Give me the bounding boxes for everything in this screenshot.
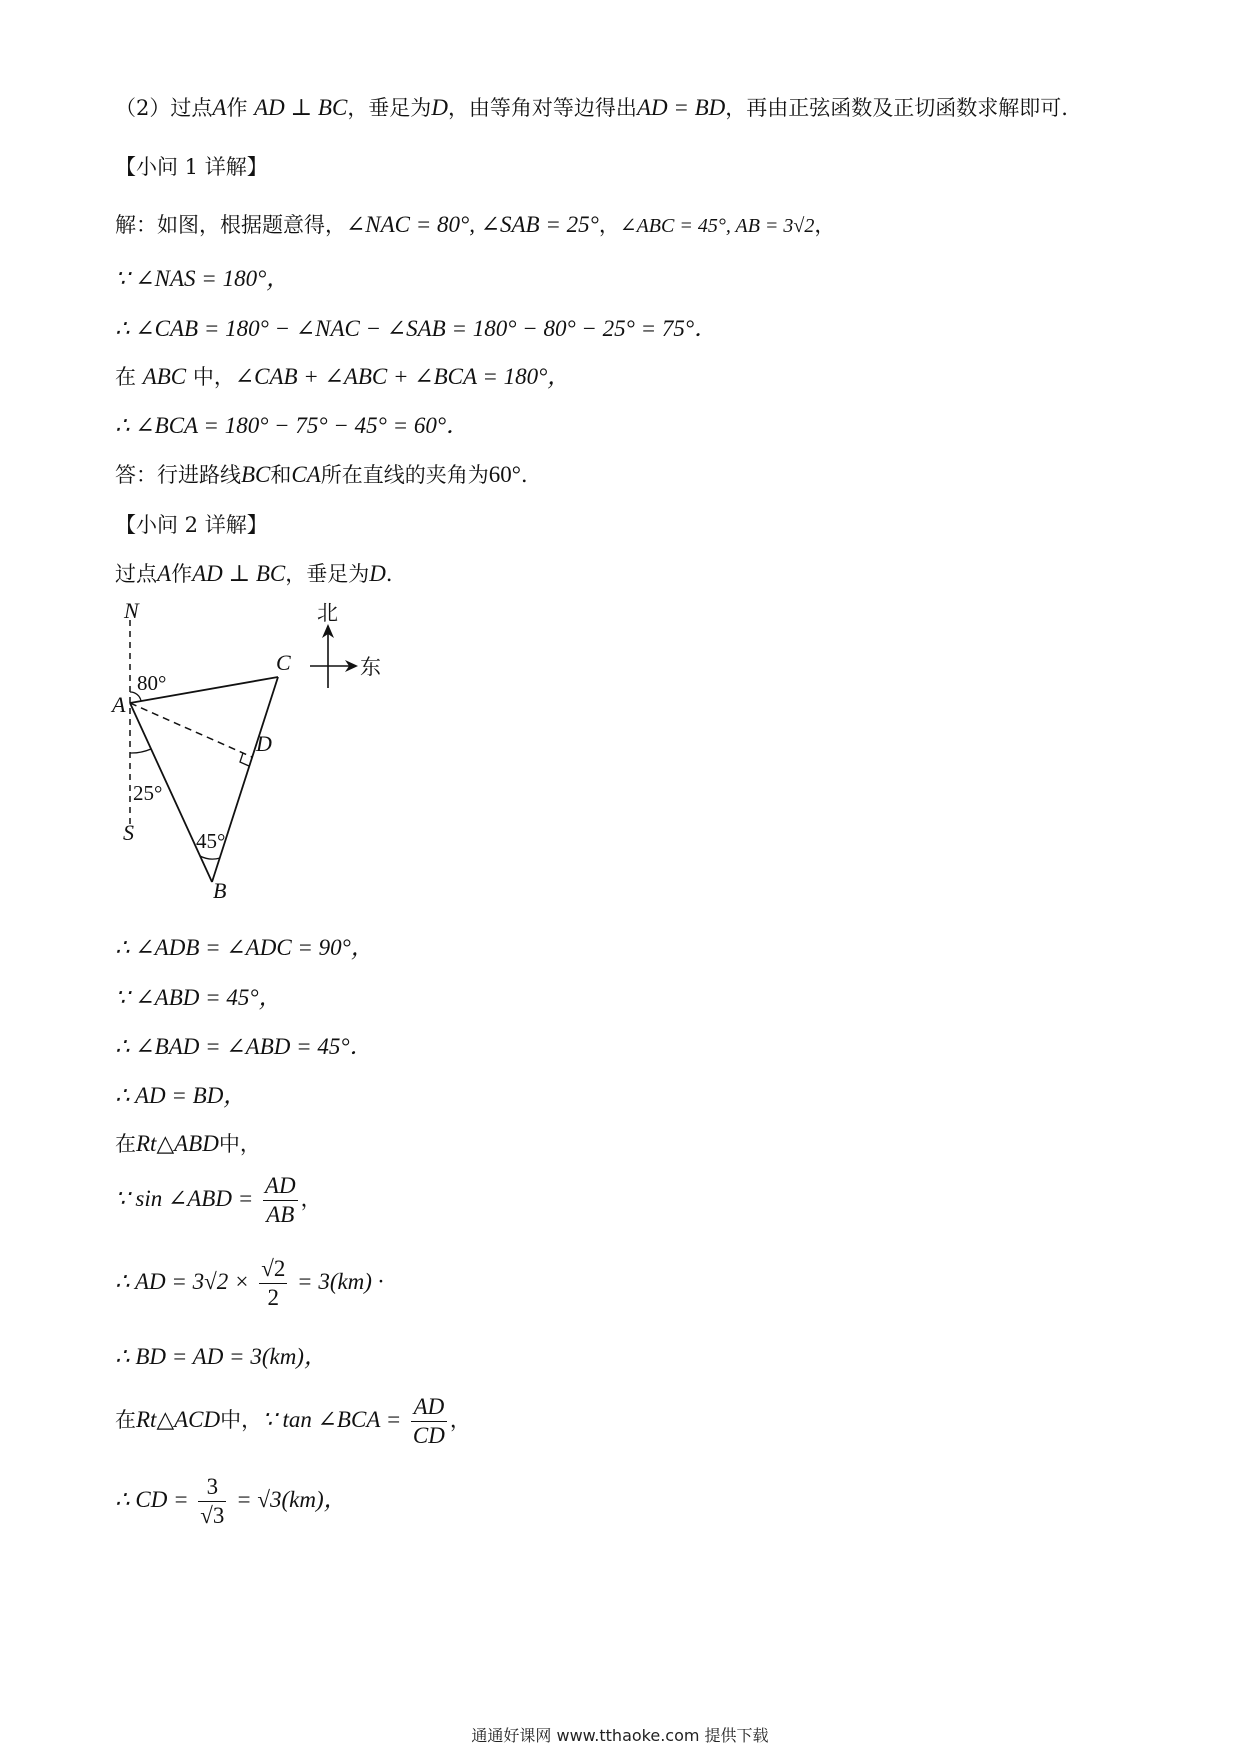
text: ． (385, 562, 407, 586)
var: BC (241, 462, 271, 487)
equation: AD ⊥ BC (254, 95, 348, 120)
text: 作 (171, 562, 193, 586)
s1-answer-line (115, 461, 542, 489)
equation: ∠NAC = 80°, ∠SAB = 25° (346, 212, 599, 237)
segment-AD (130, 703, 252, 757)
label-A: A (112, 692, 126, 717)
text: ， (300, 1187, 322, 1211)
angle-label-25: 25° (133, 781, 163, 805)
angle-label-45: 45° (196, 829, 226, 853)
equation: AD = BD (636, 95, 726, 120)
equation: AD ⊥ BC (192, 561, 286, 586)
numerator: AD (263, 1172, 298, 1201)
label-B: B (213, 878, 227, 903)
equation: Rt△ACD (136, 1407, 221, 1432)
equation: ∵ sin ∠ABD = (115, 1186, 254, 1211)
text: 作 (226, 96, 248, 120)
equation: ∵ tan ∠BCA = (262, 1407, 402, 1432)
denominator: √3 (200, 1503, 225, 1528)
s1-line-5: ∴ ∠BCA = 180° − 75° − 45° = 60°． (115, 413, 470, 438)
text: ， (814, 213, 836, 237)
var: ABC (142, 364, 187, 389)
denominator: 2 (267, 1285, 280, 1310)
numerator: √2 (259, 1255, 287, 1284)
s1-line-3: ∴ ∠CAB = 180° − ∠NAC − ∠SAB = 180° − 80° − 25° = 75°． (115, 316, 718, 341)
s1-line-1 (115, 211, 835, 240)
denominator: AB (266, 1202, 295, 1227)
text: ， (449, 1408, 471, 1432)
compass-north-label: 北 (317, 601, 338, 625)
text: ，垂足为 (347, 96, 432, 120)
label-C: C (276, 650, 291, 675)
right-angle-mark (240, 753, 249, 766)
text: ，由等角对等边得出 (447, 96, 637, 120)
var: D (369, 561, 386, 586)
equation: Rt△ABD (136, 1131, 219, 1156)
var: A (212, 95, 227, 120)
label-N: N (124, 600, 139, 623)
s2-line-6 (115, 1130, 261, 1158)
text: 在 (115, 365, 143, 389)
s2-line-3: ∵ ∠ABD = 45°， (115, 985, 282, 1010)
s2-line-9: ∴ BD = AD = 3(km)， (115, 1344, 327, 1369)
s2-line-2: ∴ ∠ADB = ∠ADC = 90°， (115, 935, 374, 960)
var: A (157, 561, 172, 586)
text: 中， (220, 1408, 263, 1432)
text: 在 (115, 1132, 136, 1156)
text: （2）过点 (115, 96, 213, 120)
equation: ∴ AD = 3√2 × (115, 1269, 250, 1294)
s2-line-1 (115, 560, 407, 588)
fraction (411, 1393, 447, 1450)
text: ，垂足为 (285, 562, 370, 586)
equation: ∠CAB + ∠ABC + ∠BCA = 180°， (234, 364, 571, 389)
numerator: AD (411, 1393, 447, 1422)
equation: = √3(km)， (236, 1487, 347, 1512)
s1-line-2: ∵ ∠NAS = 180°， (115, 266, 290, 291)
page-footer: 通通好课网 www.tthaoke.com 提供下载 (471, 1726, 769, 1745)
var: CA (291, 462, 321, 487)
geometry-diagram (100, 600, 420, 910)
label-D: D (256, 731, 272, 756)
angle-label-80: 80° (137, 671, 167, 695)
fraction (259, 1255, 287, 1312)
s2-line-7 (115, 1172, 322, 1229)
value: 60° (488, 462, 521, 487)
s1-line-4 (115, 363, 570, 391)
equation: ∠ABC = 45°, AB = 3√2 (619, 215, 815, 237)
text: 过点 (115, 562, 157, 586)
angle-arc-25 (130, 749, 151, 753)
denominator: CD (412, 1423, 445, 1448)
section-1-title: 【小问 1 详解】 (115, 155, 268, 179)
s2-line-8 (115, 1255, 383, 1312)
text: 和 (270, 463, 292, 487)
text: ． (520, 463, 542, 487)
text: ，再由正弦函数及正切函数求解即可. (725, 96, 1068, 120)
compass-east-label: 东 (360, 655, 381, 679)
fraction (198, 1473, 226, 1530)
s2-line-11 (115, 1473, 347, 1530)
fraction (263, 1172, 298, 1229)
text: ， (598, 213, 620, 237)
s2-line-4: ∴ ∠BAD = ∠ABD = 45°． (115, 1034, 373, 1059)
section-2-title: 【小问 2 详解】 (115, 513, 268, 537)
equation: ∴ CD = (115, 1487, 189, 1512)
s2-line-5: ∴ AD = BD， (115, 1083, 247, 1108)
text: 答：行进路线 (115, 463, 241, 487)
text: 中， (186, 365, 235, 389)
var: D (431, 95, 448, 120)
equation: = 3(km) · (297, 1269, 384, 1294)
text: 在 (115, 1408, 136, 1432)
label-S: S (123, 820, 134, 845)
s2-line-10 (115, 1393, 471, 1450)
numerator: 3 (198, 1473, 226, 1502)
text: 解：如图，根据题意得， (115, 213, 346, 237)
text: 所在直线的夹角为 (320, 463, 489, 487)
intro-line (115, 94, 1068, 122)
angle-arc-45 (200, 856, 220, 859)
text: 中， (218, 1132, 261, 1156)
